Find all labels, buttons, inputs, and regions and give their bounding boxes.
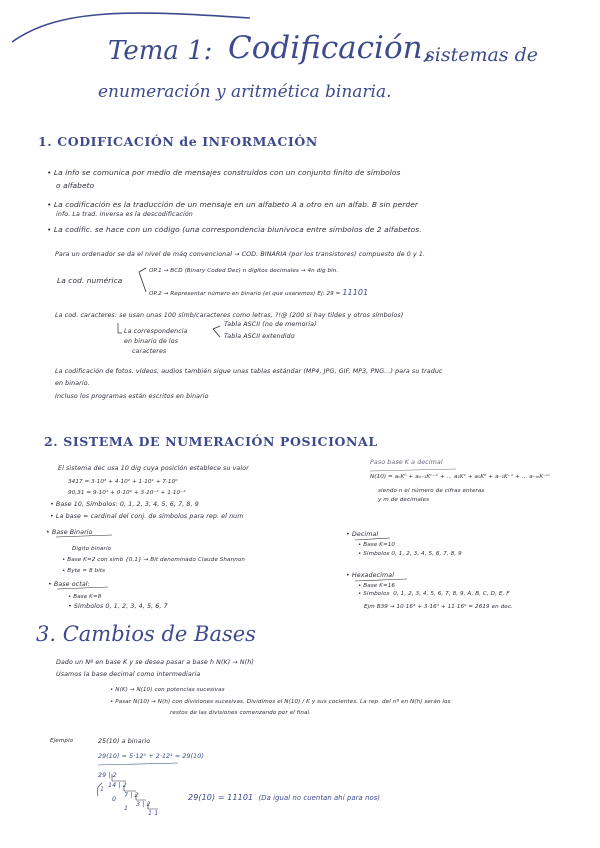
side-siendo-2: y m de decimales: [378, 497, 430, 503]
hex-2-values: 0, 1, 2, 3, 4, 5, 6, 7, 8, 9, A, B, C, D, E, F: [393, 591, 510, 597]
s1-bullet-2: • La codificación es la traducción de un mensaje en un alfabeto A a otro en un alfab. B sin perder: [47, 200, 419, 209]
hex-2: • Símbolos 0, 1, 2, 3, 4, 5, 6, 7, 8, 9, A, B, C, D, E, F: [358, 591, 510, 597]
section-3-heading: 3. Cambios de Bases: [36, 622, 256, 646]
op2-text: OP.2 → Representar número en binario (el que usaremos) Ej: 29 =: [149, 291, 341, 297]
octal-1-text: Base K=8: [73, 594, 102, 600]
cod-numerica-brace: [139, 268, 146, 292]
cod-numerica-label: La cod. numérica: [57, 276, 123, 285]
remainder-4: 1 1: [148, 810, 159, 817]
correspondencia-3: caracteres: [132, 348, 167, 355]
op1-line: OP.1 → BCD (Binary Coded Dec) n dígitos decimales → 4n dig bin.: [149, 268, 339, 274]
s1-paragraph-1: Para un ordenador se da el nivel de máq convencional → COD. BINARIA (por los transistores) compuesto de 0 y 1.: [55, 251, 426, 258]
remainder-1: 1: [100, 786, 105, 793]
title-line2: enumeración y aritmética binaria.: [98, 82, 392, 102]
s3-line-1: Dado un Nº en base K y se desea pasar a base h N(K) → N(h): [56, 659, 254, 666]
result-line: [188, 793, 380, 802]
s2-line-3: 90,31 = 9·10¹ + 0·10⁰ + 3·10⁻¹ + 1·10⁻²: [68, 490, 186, 496]
title-line1-b: Codificación,: [228, 30, 433, 66]
side-heading: Paso base K a decimal: [370, 459, 443, 466]
hex-heading: • Hexadecimal: [346, 572, 395, 579]
remainder-2: 0: [112, 796, 117, 803]
s2-line-2: 3417 = 3·10³ + 4·10² + 1·10¹ + 7·10⁰: [68, 479, 178, 485]
ejemplo-line: 29(10) = 5·12⁰ + 2·12¹ = 29(10): [98, 753, 204, 760]
correspondencia-2: en binario de los: [124, 338, 179, 345]
s3-bullet-1: • N(K) → N(10) con potencias sucesivas: [110, 687, 225, 693]
result-note: (Da igual no cuentan ahí para nos): [258, 794, 381, 802]
division-c: 7 | 2: [124, 792, 139, 799]
s2-line-4: • Base 10, Símbolos: 0, 1, 2, 3, 4, 5, 6, 7, 8, 9: [50, 501, 199, 508]
hex-2-text: Símbolos: [363, 591, 390, 597]
division-b: 14 | 2: [108, 782, 127, 789]
section-2-heading: 2. SISTEMA DE NUMERACIÓN POSICIONAL: [44, 434, 378, 449]
correspondencia-brace: [213, 326, 220, 337]
s2-line-5: • La base = cardinal del conj. de símbolos para rep. el num: [50, 513, 244, 520]
paso-base-underline: [370, 469, 456, 471]
cod-caracteres-line: La cod. caracteres: se usan unas 100 símb/caracteres como letras, ?!@ (200 si hay tildes y otros símbolos): [55, 312, 404, 319]
octal-2-text: Símbolos 0, 1, 2, 3, 4, 5, 6, 7: [73, 603, 168, 610]
s3-line-2: Usamos la base decimal como intermediaria: [56, 671, 201, 678]
result-value: 29(10) = 11101: [188, 793, 254, 802]
tabla-ascii-ext: Tabla ASCII extendido: [224, 333, 295, 340]
binario-2-text: Base K=2 con símb {0,1} → Bit denominado Claude Shannon: [67, 557, 246, 563]
title-line1-c: sistemas de: [425, 44, 538, 66]
op2-value: 11101: [342, 288, 369, 297]
octal-1: • Base K=8: [68, 594, 102, 600]
side-formula: N(10) = aₙKⁿ + aₙ₋₁Kⁿ⁻¹ + ... a₁K¹ + a₀K⁰ + a₋₁K⁻¹ + ... a₋ₘK⁻ᵐ: [370, 474, 550, 480]
s1-bullet-3: • La codific. se hace con un código (una correspondencia biunívoca entre símbolos de 2 alfabetos.: [47, 225, 422, 234]
octal-2: • Símbolos 0, 1, 2, 3, 4, 5, 6, 7: [68, 603, 168, 610]
side-siendo-1: siendo n el número de cifras enteras: [378, 488, 485, 494]
decimal-2-text: Símbolos 0, 1, 2, 3, 4, 5, 6, 7, 8, 9: [363, 551, 462, 557]
correspondencia-1: La correspondencia: [124, 328, 188, 335]
decimal-heading-text: Decimal: [351, 531, 379, 538]
decimal-1-text: Base K=10: [363, 542, 396, 548]
decimal-1: • Base K=10: [358, 542, 396, 548]
s1-bullet-2b: info. La trad. inversa es la descodificación: [56, 211, 193, 218]
division-d: 3 | 2: [136, 801, 151, 808]
binario-2: • Base K=2 con símb {0,1} → Bit denominado Claude Shannon: [62, 557, 246, 563]
hex-1: • Base K=16: [358, 583, 396, 589]
hex-1-text: Base K=16: [363, 583, 396, 589]
section-1-heading: 1. CODIFICACIÓN de INFORMACIÓN: [38, 134, 318, 149]
s3-bullet-1-text: N(K) → N(10) con potencias sucesivas: [115, 687, 225, 693]
decimal-underline: [355, 538, 390, 540]
remainder-3: 1: [124, 805, 129, 812]
s1-bullet-1-text: La info se comunica por medio de mensajes construidos con un conjunto finito de símbolos: [53, 168, 401, 177]
s2-line-5-text: La base = cardinal del conj. de símbolos para rep. el num: [55, 513, 244, 520]
s3-bullet-2: • Pasar N(10) → N(h) con divisiones sucesivas. Dividimos el N(10) / K y sus cocientes. La rep. del nº en N(h) serán los: [110, 699, 451, 705]
s3-bullet-2b: restos de las divisiones comenzando por el final.: [170, 710, 312, 716]
s1-bullet-1: • La info se comunica por medio de mensajes construidos con un conjunto finito de símbolos: [47, 168, 401, 177]
binario-1: Dígito binario: [72, 546, 112, 552]
s1-bullet-2-text: La codificación es la traducción de un mensaje en un alfabeto A a otro en un alfab. B sin perder: [53, 200, 419, 209]
tabla-ascii: Tabla ASCII (no de memoria): [224, 321, 317, 328]
binario-3-text: Byte = 8 bits: [67, 568, 106, 574]
title-line1-a: Tema 1:: [108, 36, 213, 66]
hex-underline: [355, 579, 407, 581]
decimal-2: • Símbolos 0, 1, 2, 3, 4, 5, 6, 7, 8, 9: [358, 551, 462, 557]
s2-line-1: El sistema dec usa 10 dig cuya posición establece su valor: [58, 465, 249, 472]
s1-bullet-1b: o alfabeto: [56, 181, 95, 190]
octal-heading: • Base octal:: [48, 581, 90, 588]
s1-paragraph-3: Incluso los programas están escritos en binario: [55, 393, 209, 400]
binario-3: • Byte = 8 bits: [62, 568, 106, 574]
hex-3: Ejm B39 → 10·16² + 3·16¹ + 11·16⁰ = 2619 en dec.: [364, 604, 513, 610]
s3-bullet-2-text: Pasar N(10) → N(h) con divisiones sucesivas. Dividimos el N(10) / K y sus cocientes. La rep. del nº en N(h) serán los: [115, 699, 451, 705]
correspondencia-arrow: [118, 323, 122, 333]
octal-heading-text: Base octal:: [53, 581, 90, 588]
binario-heading: • Base Binario: [46, 529, 93, 536]
s1-paragraph-2b: en binario.: [55, 380, 90, 387]
ejemplo-title: 25(10) a binario: [98, 738, 151, 745]
s1-bullet-3-text: La codific. se hace con un código (una correspondencia biunívoca entre símbolos de 2 alfabetos.: [53, 225, 422, 234]
op2-line: [149, 288, 368, 297]
hex-heading-text: Hexadecimal: [351, 572, 395, 579]
example-underline: [98, 763, 178, 765]
s1-paragraph-2: La codificación de fotos, vídeos, audios también sigue unas tablas estándar (MP4, JPG, GIF, MP3, PNG...) para su traduc: [55, 368, 443, 375]
division-a: 29 | 2: [98, 772, 117, 779]
ejemplo-label: Ejemplo: [50, 738, 74, 744]
decimal-heading: • Decimal: [346, 531, 379, 538]
binario-heading-text: Base Binario: [51, 529, 93, 536]
s2-line-4-text: Base 10, Símbolos: 0, 1, 2, 3, 4, 5, 6, 7, 8, 9: [55, 501, 199, 508]
